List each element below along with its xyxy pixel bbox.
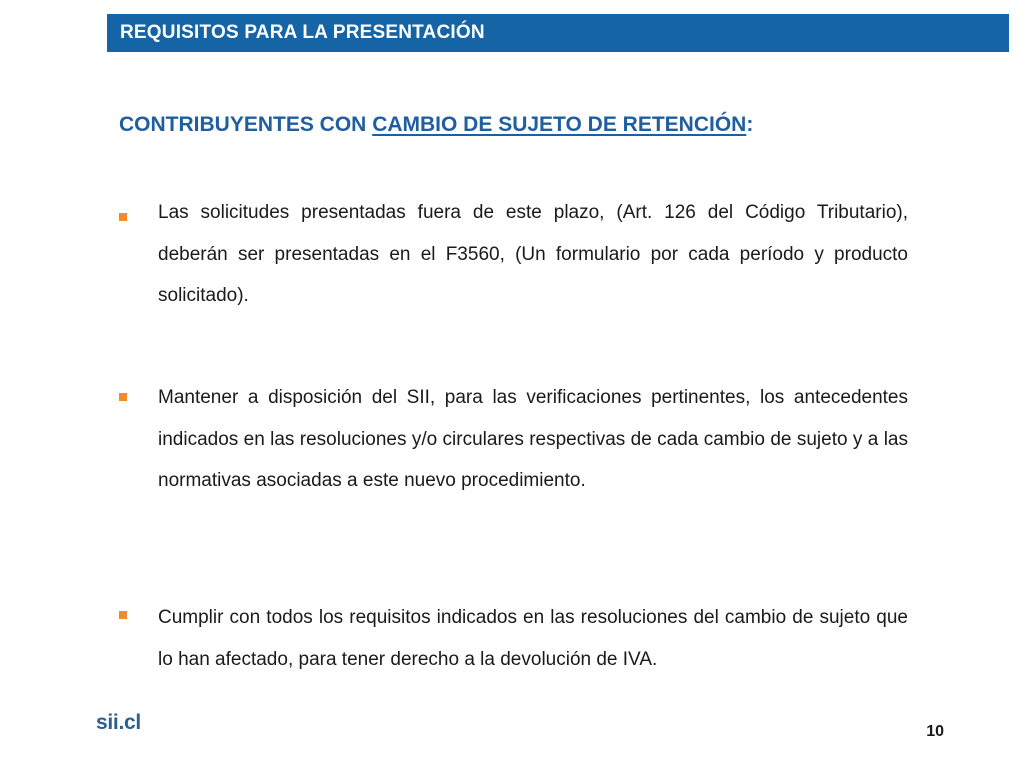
bullet-text: Cumplir con todos los requisitos indicados en las resoluciones del cambio de sujeto que lo han afectado, para tener derecho a la devolución de IVA. [158, 607, 908, 670]
page-number: 10 [926, 723, 944, 740]
header-title: REQUISITOS PARA LA PRESENTACIÓN [120, 22, 485, 43]
square-bullet-icon [119, 611, 127, 619]
subtitle-suffix: : [746, 113, 754, 136]
square-bullet-icon [119, 213, 127, 221]
subtitle-underlined: CAMBIO DE SUJETO DE RETENCIÓN [372, 113, 747, 136]
header-bar [107, 14, 1009, 52]
subtitle-prefix: CONTRIBUYENTES CON [119, 113, 373, 136]
sii-logo: sii.cl [96, 711, 141, 734]
square-bullet-icon [119, 393, 127, 401]
section-subtitle [119, 113, 753, 137]
bullet-text: Mantener a disposición del SII, para las verificaciones pertinentes, los antecedentes indicados en las resoluciones y/o circulares respectivas de cada cambio de sujeto y a las normativas asociadas a este nuevo procedimiento. [158, 387, 908, 491]
bullet-text: Las solicitudes presentadas fuera de este plazo, (Art. 126 del Código Tributario), deberán ser presentadas en el F3560, (Un formulario por cada período y producto solicitado). [158, 202, 908, 306]
